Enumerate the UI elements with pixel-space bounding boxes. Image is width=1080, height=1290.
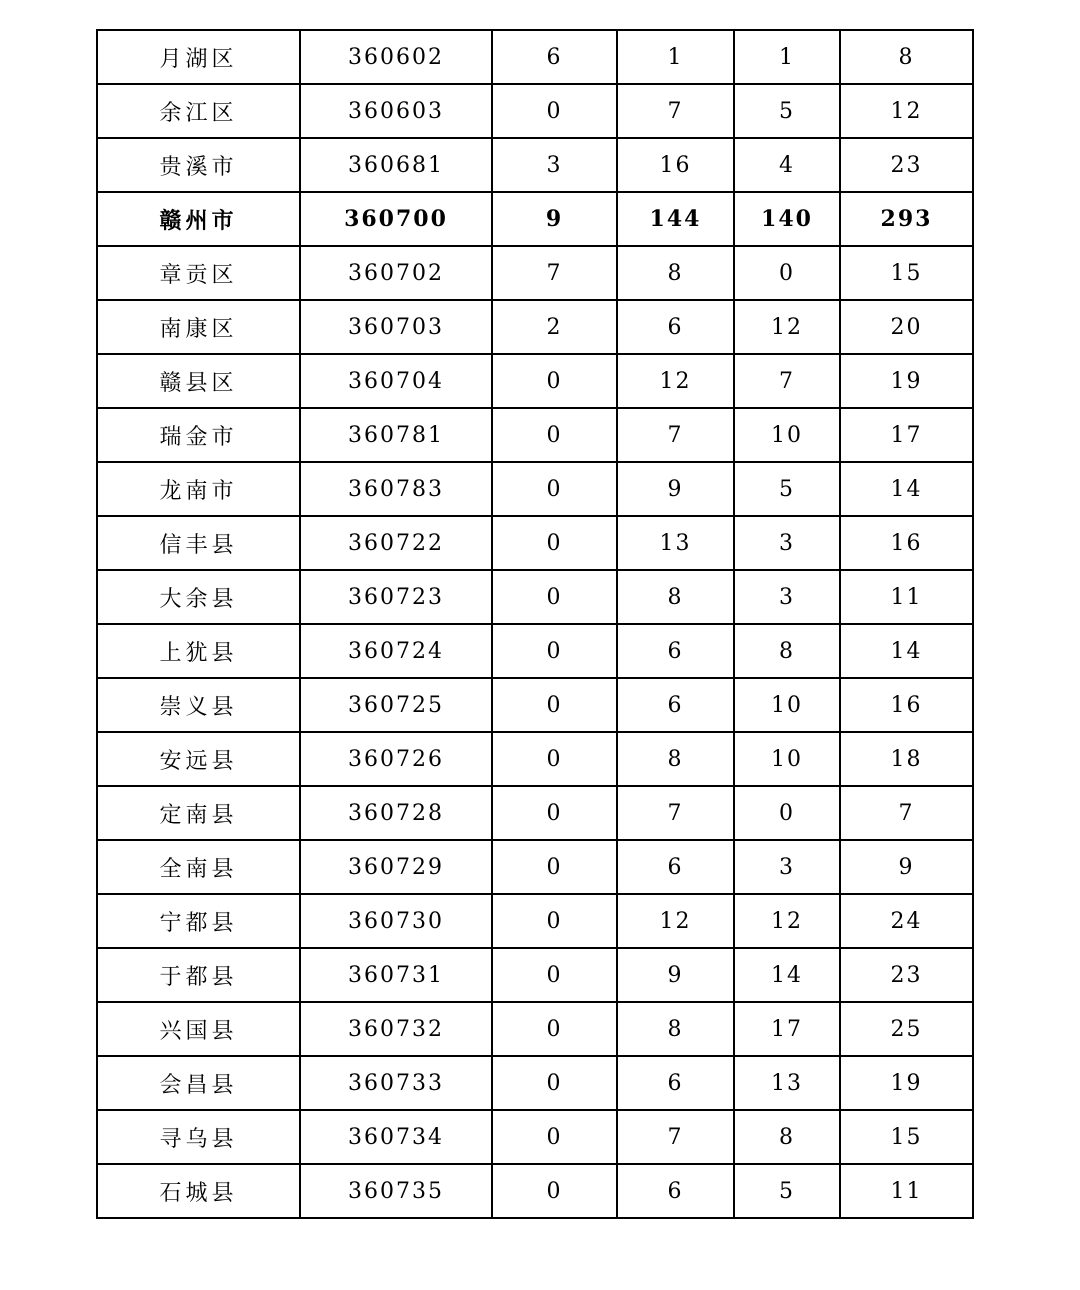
region-name-cell: 崇义县	[97, 678, 300, 732]
value-col-3-cell: 8	[734, 624, 840, 678]
table-row	[97, 462, 973, 516]
value-col-1-cell: 0	[492, 840, 617, 894]
region-code-cell: 360725	[300, 678, 492, 732]
value-col-2-cell: 7	[617, 786, 734, 840]
value-col-3-cell: 8	[734, 1110, 840, 1164]
value-col-3-cell: 13	[734, 1056, 840, 1110]
value-col-3-cell: 140	[734, 192, 840, 246]
region-code-cell: 360603	[300, 84, 492, 138]
data-table	[96, 29, 974, 1219]
value-col-3-cell: 17	[734, 1002, 840, 1056]
table-row	[97, 300, 973, 354]
region-name-cell: 全南县	[97, 840, 300, 894]
region-name-cell: 石城县	[97, 1164, 300, 1218]
value-col-1-cell: 0	[492, 462, 617, 516]
region-code-cell: 360731	[300, 948, 492, 1002]
region-name-cell: 上犹县	[97, 624, 300, 678]
total-cell: 11	[840, 1164, 973, 1218]
region-code-cell: 360724	[300, 624, 492, 678]
value-col-2-cell: 12	[617, 354, 734, 408]
value-col-2-cell: 7	[617, 408, 734, 462]
total-cell: 17	[840, 408, 973, 462]
total-cell: 19	[840, 354, 973, 408]
value-col-3-cell: 0	[734, 786, 840, 840]
total-cell: 16	[840, 516, 973, 570]
table-row	[97, 570, 973, 624]
table-row	[97, 30, 973, 84]
value-col-3-cell: 5	[734, 1164, 840, 1218]
table-row	[97, 786, 973, 840]
region-code-cell: 360602	[300, 30, 492, 84]
total-cell: 9	[840, 840, 973, 894]
table-row	[97, 1110, 973, 1164]
region-code-cell: 360733	[300, 1056, 492, 1110]
region-code-cell: 360729	[300, 840, 492, 894]
value-col-2-cell: 8	[617, 570, 734, 624]
region-code-cell: 360704	[300, 354, 492, 408]
value-col-2-cell: 9	[617, 462, 734, 516]
value-col-3-cell: 0	[734, 246, 840, 300]
region-name-cell: 寻乌县	[97, 1110, 300, 1164]
value-col-1-cell: 0	[492, 894, 617, 948]
value-col-1-cell: 0	[492, 732, 617, 786]
value-col-2-cell: 8	[617, 732, 734, 786]
region-code-cell: 360735	[300, 1164, 492, 1218]
value-col-2-cell: 6	[617, 840, 734, 894]
value-col-3-cell: 1	[734, 30, 840, 84]
region-name-cell: 于都县	[97, 948, 300, 1002]
total-cell: 25	[840, 1002, 973, 1056]
total-cell: 12	[840, 84, 973, 138]
total-cell: 14	[840, 624, 973, 678]
value-col-3-cell: 3	[734, 840, 840, 894]
table-row	[97, 840, 973, 894]
total-cell: 24	[840, 894, 973, 948]
region-code-cell: 360781	[300, 408, 492, 462]
value-col-1-cell: 7	[492, 246, 617, 300]
value-col-2-cell: 7	[617, 1110, 734, 1164]
region-name-cell: 安远县	[97, 732, 300, 786]
table-row	[97, 894, 973, 948]
value-col-1-cell: 0	[492, 1002, 617, 1056]
value-col-1-cell: 2	[492, 300, 617, 354]
value-col-2-cell: 1	[617, 30, 734, 84]
value-col-3-cell: 3	[734, 570, 840, 624]
value-col-1-cell: 0	[492, 786, 617, 840]
value-col-3-cell: 12	[734, 894, 840, 948]
region-name-cell: 会昌县	[97, 1056, 300, 1110]
value-col-1-cell: 0	[492, 570, 617, 624]
table-row	[97, 192, 973, 246]
value-col-3-cell: 4	[734, 138, 840, 192]
total-cell: 23	[840, 948, 973, 1002]
total-cell: 14	[840, 462, 973, 516]
table-row	[97, 1002, 973, 1056]
total-cell: 8	[840, 30, 973, 84]
value-col-2-cell: 7	[617, 84, 734, 138]
total-cell: 18	[840, 732, 973, 786]
region-name-cell: 章贡区	[97, 246, 300, 300]
value-col-3-cell: 10	[734, 408, 840, 462]
region-name-cell: 定南县	[97, 786, 300, 840]
region-name-cell: 贵溪市	[97, 138, 300, 192]
total-cell: 20	[840, 300, 973, 354]
value-col-1-cell: 0	[492, 516, 617, 570]
region-name-cell: 瑞金市	[97, 408, 300, 462]
table-row	[97, 1056, 973, 1110]
region-name-cell: 龙南市	[97, 462, 300, 516]
value-col-2-cell: 8	[617, 246, 734, 300]
value-col-1-cell: 0	[492, 678, 617, 732]
total-cell: 293	[840, 192, 973, 246]
region-code-cell: 360723	[300, 570, 492, 624]
table-row	[97, 138, 973, 192]
region-code-cell: 360702	[300, 246, 492, 300]
value-col-1-cell: 0	[492, 1110, 617, 1164]
value-col-1-cell: 6	[492, 30, 617, 84]
table-row	[97, 732, 973, 786]
value-col-2-cell: 6	[617, 1164, 734, 1218]
region-code-cell: 360703	[300, 300, 492, 354]
table-row	[97, 624, 973, 678]
value-col-3-cell: 12	[734, 300, 840, 354]
region-code-cell: 360730	[300, 894, 492, 948]
value-col-2-cell: 16	[617, 138, 734, 192]
region-code-cell: 360734	[300, 1110, 492, 1164]
value-col-1-cell: 0	[492, 948, 617, 1002]
total-cell: 7	[840, 786, 973, 840]
table-row	[97, 246, 973, 300]
region-code-cell: 360783	[300, 462, 492, 516]
value-col-1-cell: 9	[492, 192, 617, 246]
value-col-3-cell: 10	[734, 732, 840, 786]
region-name-cell: 兴国县	[97, 1002, 300, 1056]
region-name-cell: 月湖区	[97, 30, 300, 84]
region-code-cell: 360722	[300, 516, 492, 570]
value-col-2-cell: 144	[617, 192, 734, 246]
value-col-2-cell: 6	[617, 300, 734, 354]
region-name-cell: 宁都县	[97, 894, 300, 948]
value-col-3-cell: 14	[734, 948, 840, 1002]
region-name-cell: 余江区	[97, 84, 300, 138]
region-name-cell: 大余县	[97, 570, 300, 624]
value-col-3-cell: 5	[734, 462, 840, 516]
value-col-2-cell: 9	[617, 948, 734, 1002]
value-col-3-cell: 5	[734, 84, 840, 138]
region-name-cell: 信丰县	[97, 516, 300, 570]
value-col-3-cell: 10	[734, 678, 840, 732]
table-row	[97, 84, 973, 138]
value-col-3-cell: 3	[734, 516, 840, 570]
region-code-cell: 360732	[300, 1002, 492, 1056]
total-cell: 11	[840, 570, 973, 624]
table-row	[97, 948, 973, 1002]
value-col-2-cell: 6	[617, 1056, 734, 1110]
value-col-1-cell: 0	[492, 354, 617, 408]
value-col-2-cell: 8	[617, 1002, 734, 1056]
value-col-1-cell: 0	[492, 408, 617, 462]
region-code-cell: 360728	[300, 786, 492, 840]
region-code-cell: 360681	[300, 138, 492, 192]
table-row	[97, 678, 973, 732]
value-col-2-cell: 13	[617, 516, 734, 570]
region-code-cell: 360700	[300, 192, 492, 246]
table-row	[97, 408, 973, 462]
table-row	[97, 354, 973, 408]
region-name-cell: 赣州市	[97, 192, 300, 246]
total-cell: 15	[840, 246, 973, 300]
value-col-1-cell: 0	[492, 624, 617, 678]
table-body	[97, 30, 973, 1218]
total-cell: 19	[840, 1056, 973, 1110]
value-col-1-cell: 3	[492, 138, 617, 192]
region-name-cell: 赣县区	[97, 354, 300, 408]
value-col-2-cell: 6	[617, 678, 734, 732]
table-row	[97, 516, 973, 570]
table-row	[97, 1164, 973, 1218]
value-col-1-cell: 0	[492, 1164, 617, 1218]
total-cell: 15	[840, 1110, 973, 1164]
region-code-cell: 360726	[300, 732, 492, 786]
value-col-1-cell: 0	[492, 84, 617, 138]
value-col-2-cell: 6	[617, 624, 734, 678]
region-name-cell: 南康区	[97, 300, 300, 354]
total-cell: 23	[840, 138, 973, 192]
value-col-2-cell: 12	[617, 894, 734, 948]
value-col-3-cell: 7	[734, 354, 840, 408]
total-cell: 16	[840, 678, 973, 732]
value-col-1-cell: 0	[492, 1056, 617, 1110]
